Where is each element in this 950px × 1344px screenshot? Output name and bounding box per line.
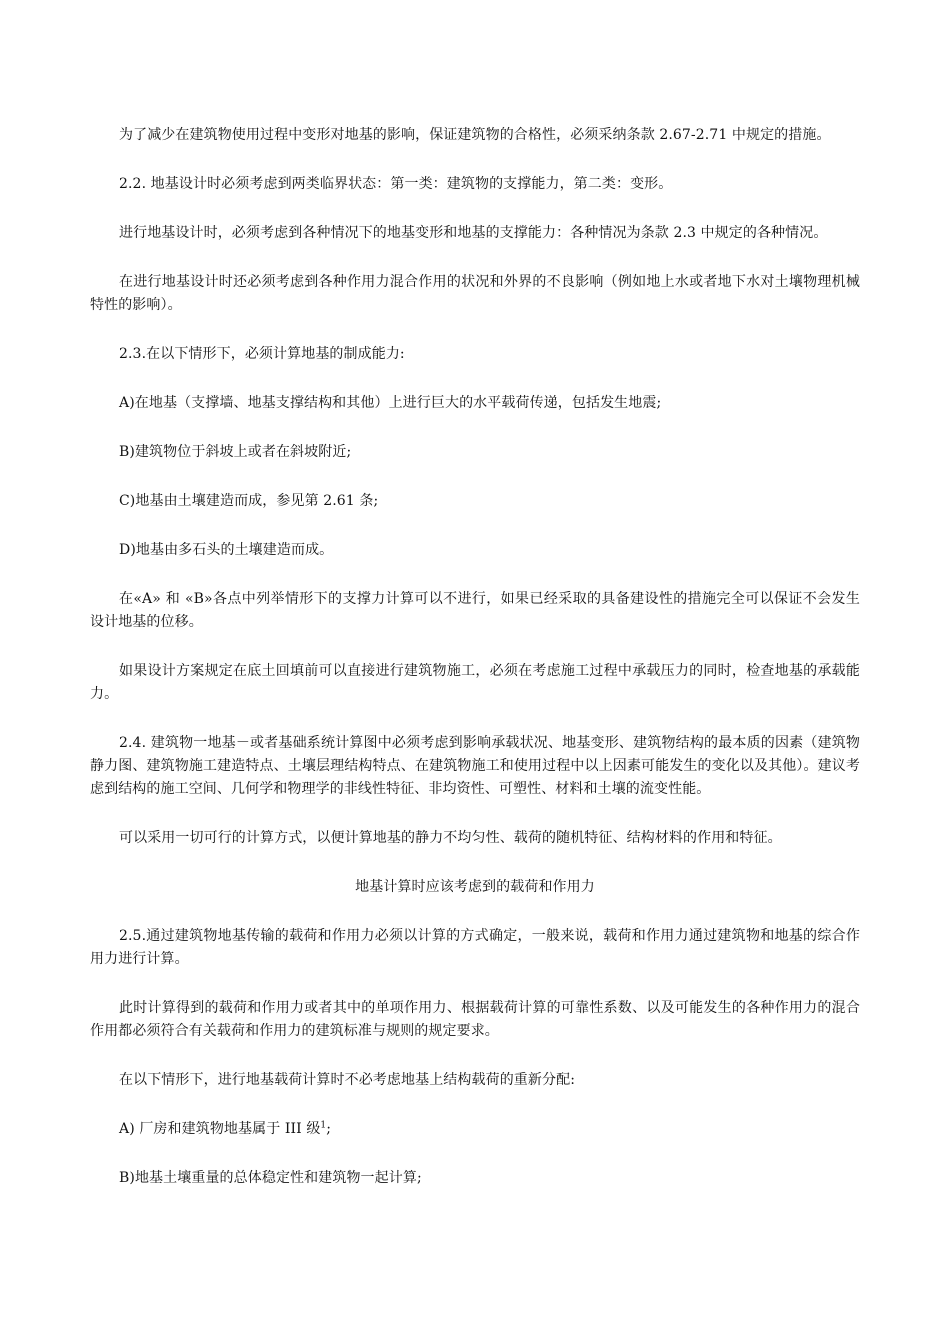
list-item-class-iii-text: A) 厂房和建筑物地基属于 III 级 [119,1121,321,1137]
paragraph-2-4: 2.4. 建筑物一地基－或者基础系统计算图中必须考虑到影响承载状况、地基变形、建筑物结构的最本质的因素（建筑物静力图、建筑物施工建造特点、土壤层理结构特点、在建筑物施工和使用过程中以上因素可能发生的变化以及其他）。建议考虑到结构的施工空间、几何学和物理学的非线性特征、非均资性、可塑性、材料和土壤的流变性能。 [90,735,860,797]
list-item-class-iii-suffix: ; [326,1121,332,1137]
list-item-class-iii [90,1118,860,1141]
paragraph-2-2: 2.2. 地基设计时必须考虑到两类临界状态：第一类：建筑物的支撑能力，第二类：变形。 [119,176,673,192]
list-item-soil-stability: B)地基土壤重量的总体稳定性和建筑物一起计算; [119,1170,422,1186]
footnote-marker[interactable]: 1 [320,1120,327,1131]
paragraph-exception-ab: 在«A» 和 «B»各点中列举情形下的支撑力计算可以不进行，如果已经采取的具备建设性的措施完全可以保证不会发生设计地基的位移。 [90,591,860,630]
paragraph-combined-loads: 在进行地基设计时还必须考虑到各种作用力混合作用的状况和外界的不良影响（例如地上水或者地下水对土壤物理机械特性的影响）。 [90,274,860,313]
paragraph-load-standards: 此时计算得到的载荷和作用力或者其中的单项作用力、根据载荷计算的可靠性系数、以及可能发生的各种作用力的混合作用都必须符合有关载荷和作用力的建筑标准与规则的规定要求。 [90,1000,860,1039]
list-item-c: C)地基由土壤建造而成，参见第 2.61 条; [119,493,379,509]
paragraph-calculation-methods: 可以采用一切可行的计算方式，以便计算地基的静力不均匀性、载荷的随机特征、结构材料的作用和特征。 [119,830,782,846]
section-heading: 地基计算时应该考虑到的载荷和作用力 [355,879,595,895]
paragraph-no-redistribution: 在以下情形下，进行地基载荷计算时不必考虑地基上结构载荷的重新分配: [119,1072,576,1088]
paragraph-2-5: 2.5.通过建筑物地基传输的载荷和作用力必须以计算的方式确定，一般来说，载荷和作用力通过建筑物和地基的综合作用力进行计算。 [90,928,860,967]
paragraph-backfill: 如果设计方案规定在底土回填前可以直接进行建筑物施工，必须在考虑施工过程中承载压力的同时，检查地基的承载能力。 [90,663,860,702]
list-item-a: A)在地基（支撑墙、地基支撑结构和其他）上进行巨大的水平载荷传递，包括发生地震; [119,395,662,411]
list-item-b: B)建筑物位于斜坡上或者在斜坡附近; [119,444,352,460]
paragraph-deformation-measures: 为了减少在建筑物使用过程中变形对地基的影响，保证建筑物的合格性，必须采纳条款 2.67-2.71 中规定的措施。 [119,127,831,143]
document-page [90,124,860,1216]
list-item-d: D)地基由多石头的土壤建造而成。 [119,542,334,558]
paragraph-design-conditions: 进行地基设计时，必须考虑到各种情况下的地基变形和地基的支撑能力：各种情况为条款 2.3 中规定的各种情况。 [119,225,828,241]
paragraph-2-3: 2.3.在以下情形下，必须计算地基的制成能力: [119,346,405,362]
